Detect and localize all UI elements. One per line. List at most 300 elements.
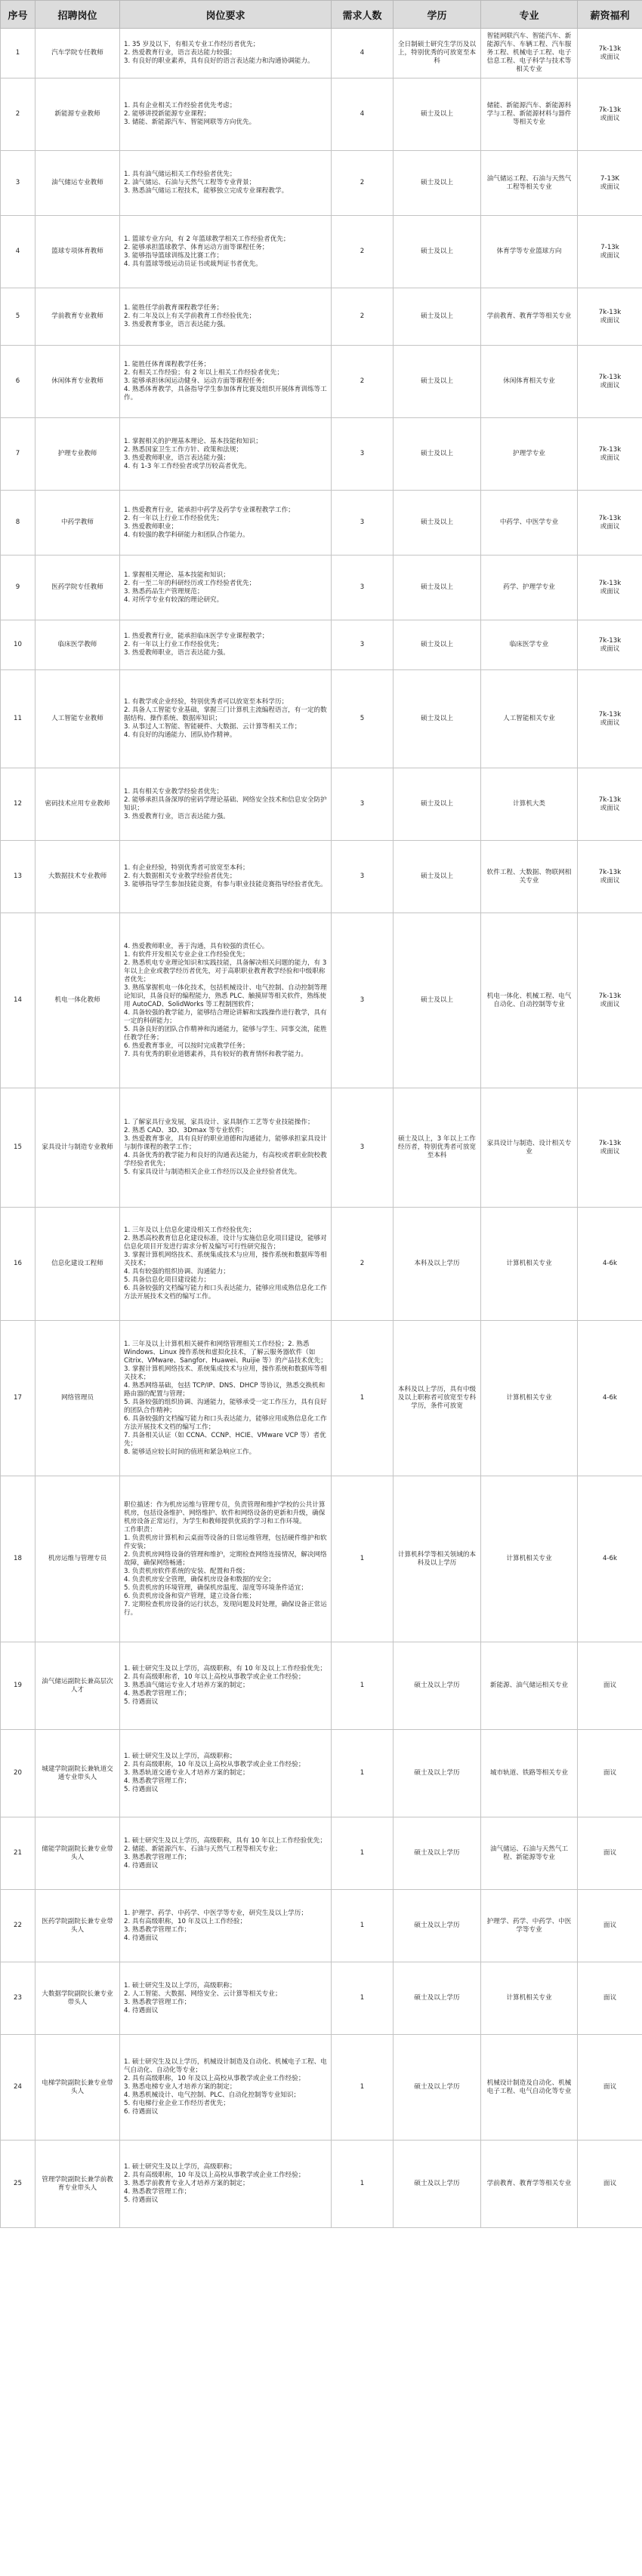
row-count: 1 (332, 1476, 394, 1642)
row-salary: 面议 (578, 2141, 642, 2228)
row-count: 3 (332, 491, 394, 556)
requirement-line: 4. 负责机房安全管理，确保机房设备和数据的安全； (124, 1575, 275, 1583)
row-major: 计算机大类 (481, 768, 578, 841)
row-post: 城建学院副院长兼轨道交通专业带头人 (35, 1730, 120, 1817)
requirement-line: 1. 硕士研究生及以上学历，高级职称，有 10 年及以上工作经验优先； (124, 1665, 326, 1673)
requirement-line: 3. 掌握计算机网络技术、系统集成技术与应用，操作系统和数据库等相关技术； (124, 1251, 327, 1267)
requirement-line: 3. 熟悉油气储运工程技术，能够独立完成专业课程教学。 (124, 187, 289, 195)
requirement-line: 1. 具有相关专业教学经验者优先； (124, 787, 224, 796)
row-education: 硕士及以上 (394, 913, 481, 1088)
row-number: 24 (1, 2035, 35, 2141)
row-salary: 7k-13k 或面议 (578, 556, 642, 620)
requirement-line: 2. 具有高级职称者，10 年以上高校从事教学或企业工作经验； (124, 1673, 305, 1681)
row-major: 智能网联汽车、智能汽车、新能源汽车、车辆工程、汽车服务工程、机械电子工程、电子信息工程、电子科学与技术等相关专业 (481, 29, 578, 78)
requirement-line: 2. 具有高级职称，10 年及以上高校从事教学或企业工作经验； (124, 2075, 305, 2082)
row-major: 学前教育、教育学等相关专业 (481, 288, 578, 346)
requirement-line: 1. 负责机房计算机和云桌面等设备的日常运维管理，包括硬件维护和软件安装； (124, 1534, 327, 1550)
row-requirements (120, 1730, 332, 1817)
row-education: 硕士及以上学历 (394, 1642, 481, 1730)
row-major: 机电一体化、机械工程、电气自动化、自动控制等专业 (481, 913, 578, 1088)
row-education: 硕士及以上学历 (394, 2035, 481, 2141)
row-count: 1 (332, 1890, 394, 1962)
row-education: 硕士及以上学历 (394, 2141, 481, 2228)
requirement-line: 4. 待遇面议 (124, 1861, 159, 1870)
table-row (1, 670, 642, 768)
requirement-line: 3. 热爱教育行业，语言表达能力强。 (124, 812, 230, 820)
row-salary: 面议 (578, 1890, 642, 1962)
requirement-line: 3. 有良好的职业素养，具有良好的语言表达能力和沟通协调能力。 (124, 57, 314, 65)
row-major: 体育学等专业篮球方向 (481, 216, 578, 288)
requirement-line: 3. 热爱教师职业，语言表达能力强； (124, 454, 230, 462)
requirement-line: 3. 能够指导学生参加技能竞赛，有参与职业技能竞赛指导经验者优先。 (124, 881, 327, 888)
requirement-line: 5. 待遇面议 (124, 1786, 159, 1793)
row-salary: 7k-13k 或面议 (578, 670, 642, 768)
row-post: 储能学院副院长兼专业带头人 (35, 1817, 120, 1890)
table-row (1, 29, 642, 78)
requirement-line: 3. 熟悉药品生产管理规范； (124, 587, 204, 596)
requirement-line: 2. 具有高级职称，10 年及以上高校从事教学或企业工作经验； (124, 1761, 305, 1768)
row-education: 本科及以上学历，具有中级及以上职称者可放宽至专科学历，条件可放宽 (394, 1321, 481, 1476)
table-row (1, 78, 642, 151)
row-number: 4 (1, 216, 35, 288)
row-major: 家具设计与制造、设计相关专业 (481, 1088, 578, 1208)
requirement-line: 3. 熟悉油气储运专业人才培养方案的制定； (124, 1682, 249, 1689)
requirement-line: 职位描述：作为机房运维与管理专员，负责管理和维护学校的公共计算机房，包括设备维护、网络维护、软件和网络设备的更新和升级，确保机房设备正常运行，为学生和教师提供优质的学习和工作环境。 (124, 1500, 326, 1525)
row-number: 17 (1, 1321, 35, 1476)
row-salary: 4-6k (578, 1208, 642, 1321)
row-post: 电梯学院副院长兼专业带头人 (35, 2035, 120, 2141)
requirement-line: 2. 能够讲授新能源专业课程； (124, 110, 211, 118)
row-education: 硕士及以上 (394, 216, 481, 288)
row-count: 4 (332, 29, 394, 78)
requirement-line: 1. 具有油气储运相关工作经验者优先； (124, 171, 236, 178)
row-number: 15 (1, 1088, 35, 1208)
table-row (1, 1321, 642, 1476)
requirement-line: 2. 熟悉机电专业理论知识和实践技能，具备解决相关问题的能力，有 3 年以上企业或教学经历者优先，对于高职职业教育教学经验和中级职称者优先； (124, 959, 327, 983)
requirement-line: 4. 待遇面议 (124, 2006, 159, 2014)
table-row (1, 841, 642, 913)
table-row (1, 1962, 642, 2035)
row-major: 人工智能相关专业 (481, 670, 578, 768)
row-education: 硕士及以上 (394, 78, 481, 151)
header-salary: 薪资福利 (578, 1, 642, 29)
table-row (1, 1890, 642, 1962)
table-row (1, 2035, 642, 2141)
row-number: 5 (1, 288, 35, 346)
row-number: 3 (1, 151, 35, 216)
requirement-line: 3. 热爱教师职业； (124, 522, 178, 531)
requirement-line: 1. 能胜任学前教育课程教学任务； (124, 304, 224, 312)
row-post: 大数据学院副院长兼专业带头人 (35, 1962, 120, 2035)
requirement-line: 2. 熟悉高校教育信息化建设标准，设计与实施信息化项目建设，能够对信息化项目开发进行需求分析及编写可行性研究报告； (124, 1235, 327, 1251)
requirement-line: 2. 有二年及以上有关学前教育工作经验优先； (124, 312, 256, 320)
row-number: 25 (1, 2141, 35, 2228)
row-salary: 4-6k (578, 1321, 642, 1476)
row-post: 医药学院副院长兼专业带头人 (35, 1890, 120, 1962)
row-education: 硕士及以上 (394, 768, 481, 841)
requirement-line: 2. 具有高级职称，10 年及以上高校从事教学或企业工作经验； (124, 2171, 305, 2179)
header-no: 序号 (1, 1, 35, 29)
table-row (1, 620, 642, 670)
requirement-line: 2. 负责机房网络设备的管理和维护，定期检查网络连接情况，解决网络故障，确保网络畅通； (124, 1550, 327, 1567)
requirement-line: 3. 掌握计算机网络技术、系统集成技术与应用，操作系统和数据库等相关技术； (124, 1365, 327, 1381)
requirement-line: 1. 硕士研究生及以上学历，机械设计制造及自动化、机械电子工程、电气自动化、自动化等专业； (124, 2058, 327, 2074)
table-row (1, 216, 642, 288)
requirement-line: 3. 热爱教育事业，具有良好的职业道德和沟通能力，能够承担家具设计与制作课程的教学工作； (124, 1135, 327, 1151)
requirement-line: 2. 熟悉 CAD、3D、3Dmax 等专业软件； (124, 1127, 248, 1134)
requirement-line: 2. 储能、新能源汽车、石油与天然气工程等相关专业； (124, 1845, 282, 1853)
row-count: 2 (332, 151, 394, 216)
row-education: 本科及以上学历 (394, 1208, 481, 1321)
row-post: 休闲体育专业教师 (35, 346, 120, 418)
row-post: 中药学教师 (35, 491, 120, 556)
row-post: 临床医学教师 (35, 620, 120, 670)
row-salary: 7-13k 或面议 (578, 216, 642, 288)
row-count: 4 (332, 78, 394, 151)
row-salary: 7k-13k 或面议 (578, 491, 642, 556)
requirement-line: 2. 有一年以上行业工作经验优先； (124, 641, 224, 648)
table-row (1, 1817, 642, 1890)
row-post: 机电一体化教师 (35, 913, 120, 1088)
table-body (1, 29, 642, 2228)
row-major: 护理学、药学、中药学、中医学等专业 (481, 1890, 578, 1962)
row-salary: 7k-13k 或面议 (578, 346, 642, 418)
row-number: 21 (1, 1817, 35, 1890)
requirement-line: 2. 人工智能、大数据、网络安全、云计算等相关专业； (124, 1990, 282, 1998)
requirement-line: 3. 热爱教育事业，语言表达能力强。 (124, 321, 230, 328)
row-education: 硕士及以上 (394, 670, 481, 768)
row-post: 护理专业教师 (35, 418, 120, 491)
row-requirements (120, 1088, 332, 1208)
row-requirements (120, 556, 332, 620)
row-requirements (120, 1962, 332, 2035)
row-salary: 7-13K 或面议 (578, 151, 642, 216)
requirement-line: 1. 硕士研究生及以上学历，高级职称； (124, 1981, 236, 1990)
row-salary: 7k-13k 或面议 (578, 841, 642, 913)
row-count: 1 (332, 1730, 394, 1817)
header-requirements: 岗位要求 (120, 1, 332, 29)
row-count: 2 (332, 1208, 394, 1321)
row-requirements (120, 768, 332, 841)
table-row (1, 1642, 642, 1730)
row-major: 机械设计制造及自动化、机械电子工程、电气自动化等专业 (481, 2035, 578, 2141)
row-requirements (120, 418, 332, 491)
requirement-line: 1. 篮球专业方向，有 2 年篮球教学相关工作经验者优先； (124, 235, 290, 243)
row-education: 硕士及以上学历 (394, 1962, 481, 2035)
row-number: 14 (1, 913, 35, 1088)
requirement-line: 1. 三年及以上信息化建设相关工作经验优先； (124, 1226, 256, 1234)
requirement-line: 1. 掌握相关的护理基本理论、基本技能和知识； (124, 437, 262, 445)
row-major: 护理学专业 (481, 418, 578, 491)
requirement-line: 3. 熟悉学前教育专业人才培养方案的制定； (124, 2180, 249, 2187)
row-count: 1 (332, 2035, 394, 2141)
requirement-line: 1. 有教学或企业经验，特别优秀者可以放宽至本科学历； (124, 698, 289, 706)
row-education: 硕士及以上 (394, 556, 481, 620)
row-education: 硕士及以上 (394, 151, 481, 216)
requirement-line: 3. 熟悉教学管理工作； (124, 1925, 191, 1934)
row-number: 9 (1, 556, 35, 620)
table-row (1, 1476, 642, 1642)
row-number: 12 (1, 768, 35, 841)
requirement-line: 3. 从事过人工智能、智能硬件、大数据、云计算等相关工作； (124, 723, 301, 731)
row-requirements (120, 29, 332, 78)
row-number: 7 (1, 418, 35, 491)
row-post: 密码技术应用专业教师 (35, 768, 120, 841)
requirement-line: 4. 有 1-3 年工作经验者或学历较高者优先。 (124, 462, 251, 470)
row-requirements (120, 491, 332, 556)
row-education: 硕士及以上 (394, 491, 481, 556)
row-requirements (120, 913, 332, 1088)
row-requirements (120, 288, 332, 346)
row-post: 新能源专业教师 (35, 78, 120, 151)
requirement-line: 4. 有较强的教学科研能力和团队合作能力。 (124, 531, 249, 539)
row-salary: 7k-13k 或面议 (578, 620, 642, 670)
row-major: 城市轨道、铁路等相关专业 (481, 1730, 578, 1817)
row-education: 硕士及以上 (394, 288, 481, 346)
requirement-line: 1. 热爱教育行业，能承担中药学及药学专业课程教学工作； (124, 506, 295, 514)
row-number: 20 (1, 1730, 35, 1817)
row-number: 2 (1, 78, 35, 151)
row-education: 硕士及以上 (394, 841, 481, 913)
row-major: 计算机相关专业 (481, 1962, 578, 2035)
row-requirements (120, 841, 332, 913)
requirement-line: 4. 熟悉体育教学，具备指导学生参加体育比赛及组织开展体育训练等工作。 (124, 386, 327, 402)
row-count: 3 (332, 620, 394, 670)
row-count: 1 (332, 2141, 394, 2228)
row-education: 硕士及以上 (394, 418, 481, 491)
row-post: 油气储运专业教师 (35, 151, 120, 216)
requirement-line: 5. 具备信息化项目建设能力； (124, 1276, 211, 1284)
requirement-line: 8. 能够适应较长时间的值班和紧急响应工作。 (124, 1448, 256, 1456)
requirement-line: 4. 熟悉网络基础，包括 TCP/IP、DNS、DHCP 等协议，熟悉交换机和路由器的配置与管理； (124, 1381, 326, 1398)
row-requirements (120, 1321, 332, 1476)
requirement-line: 1. 硕士研究生及以上学历，高级职称； (124, 2163, 236, 2171)
requirement-line: 1. 掌握相关理论、基本技能和知识； (124, 571, 230, 579)
row-major: 计算机相关专业 (481, 1208, 578, 1321)
requirement-line: 工作职责： (124, 1525, 156, 1534)
table-row (1, 556, 642, 620)
row-education: 硕士及以上 (394, 620, 481, 670)
row-salary: 4-6k (578, 1476, 642, 1642)
requirement-line: 3. 能够指导篮球训练及比赛工作； (124, 251, 224, 260)
row-major: 软件工程、大数据、物联网相关专业 (481, 841, 578, 913)
row-number: 8 (1, 491, 35, 556)
row-major: 中药学、中医学专业 (481, 491, 578, 556)
row-requirements (120, 78, 332, 151)
row-salary: 7k-13k 或面议 (578, 29, 642, 78)
requirement-line: 4. 有良好的沟通能力、团队协作精神。 (124, 731, 236, 739)
row-education: 硕士及以上，3 年以上工作经历者，特别优秀者可放宽至本科 (394, 1088, 481, 1208)
row-post: 机房运维与管理专员 (35, 1476, 120, 1642)
requirement-line: 7. 具有优秀的职业道德素养，具有较好的教育情怀和教学能力。 (124, 1050, 307, 1058)
requirement-line: 4. 熟悉机械设计、电气控制、PLC、自动化控制等专业知识； (124, 2091, 301, 2099)
row-post: 大数据技术专业教师 (35, 841, 120, 913)
row-number: 16 (1, 1208, 35, 1321)
row-number: 19 (1, 1642, 35, 1730)
requirement-line: 6. 具备较强的文档编写能力和口头表达能力，能够应用成熟信息化工作方法开展技术文档的编写工作； (124, 1414, 327, 1431)
table-row (1, 1088, 642, 1208)
requirement-line: 2. 具有高级职称，10 年及以上工作经验； (124, 1917, 247, 1925)
row-number: 1 (1, 29, 35, 78)
requirement-line: 5. 待遇面议 (124, 1698, 159, 1706)
row-requirements (120, 2035, 332, 2141)
requirement-line: 7. 具备相关认证（如 CCNA、CCNP、HCIE、VMware VCP 等）者优先； (124, 1431, 326, 1448)
row-count: 5 (332, 670, 394, 768)
row-count: 2 (332, 216, 394, 288)
row-major: 油气储运、石油与天然气工程、新能源等专业 (481, 1817, 578, 1890)
row-major: 临床医学专业 (481, 620, 578, 670)
requirement-line: 4. 具备优秀的教学能力和良好的沟通表达能力，有高校或者职业院校教学经验者优先； (124, 1152, 327, 1168)
row-count: 1 (332, 1321, 394, 1476)
row-salary: 面议 (578, 2035, 642, 2141)
header-post: 招聘岗位 (35, 1, 120, 29)
table-row (1, 1730, 642, 1817)
row-major: 计算机相关专业 (481, 1476, 578, 1642)
row-major: 新能源、油气储运相关专业 (481, 1642, 578, 1730)
row-count: 1 (332, 1962, 394, 2035)
header-education: 学历 (394, 1, 481, 29)
row-salary: 7k-13k 或面议 (578, 768, 642, 841)
requirement-line: 1. 热爱教育行业，能承担临床医学专业课程教学； (124, 632, 269, 640)
requirement-line: 1. 三年及以上计算机相关硬件和网络管理相关工作经验；2. 熟悉 Windows、Linux 操作系统和虚拟化技术，了解云服务器软件（如 Citrix、VMware、Sangfor、Huawei、Ruijie 等）的产品技术优先； (124, 1340, 327, 1365)
requirement-line: 3. 熟悉教学管理工作； (124, 1853, 191, 1861)
requirement-line: 3. 储能、新能源汽车、智能网联等方向优先。 (124, 118, 256, 126)
row-salary: 7k-13k 或面议 (578, 288, 642, 346)
row-requirements (120, 346, 332, 418)
requirement-line: 5. 有电梯行业企业工作经历者优先； (124, 2100, 230, 2107)
row-education: 硕士及以上学历 (394, 1890, 481, 1962)
row-count: 3 (332, 418, 394, 491)
requirement-line: 1. 了解家具行业发展，家具设计、家具制作工艺等专业技能操作； (124, 1119, 314, 1126)
row-count: 1 (332, 1642, 394, 1730)
row-count: 3 (332, 841, 394, 913)
table-row (1, 151, 642, 216)
row-requirements (120, 1817, 332, 1890)
row-number: 11 (1, 670, 35, 768)
requirement-line: 1. 35 岁及以下，有相关专业工作经历者优先； (124, 41, 260, 48)
table-row (1, 288, 642, 346)
requirement-line: 6. 负责机房设备和资产管理，建立设备台账； (124, 1592, 256, 1600)
row-requirements (120, 620, 332, 670)
row-count: 2 (332, 346, 394, 418)
requirement-line: 4. 具有较强的组织协调、沟通能力； (124, 1268, 230, 1276)
requirement-line: 1. 护理学、药学、中药学、中医学等专业，研究生及以上学历； (124, 1909, 307, 1917)
row-requirements (120, 670, 332, 768)
row-post: 人工智能专业教师 (35, 670, 120, 768)
row-count: 2 (332, 288, 394, 346)
requirement-line: 5. 具备较强的组织协调、沟通能力，能够承受一定工作压力，具有良好的团队合作精神； (124, 1398, 327, 1414)
row-post: 汽车学院专任教师 (35, 29, 120, 78)
requirement-line: 4. 待遇面议 (124, 1934, 159, 1942)
row-major: 药学、护理学专业 (481, 556, 578, 620)
row-post: 信息化建设工程师 (35, 1208, 120, 1321)
row-salary: 面议 (578, 1642, 642, 1730)
row-requirements (120, 1642, 332, 1730)
requirement-line: 4. 热爱教师职业，善于沟通，具有较强的责任心。 (124, 942, 269, 950)
row-number: 13 (1, 841, 35, 913)
requirement-line: 2. 有大数据相关专业教学经验者优先； (124, 873, 236, 880)
requirement-line: 3. 熟悉教学管理工作； (124, 1998, 191, 2006)
requirement-line: 6. 待遇面议 (124, 2108, 159, 2116)
row-education: 全日制硕士研究生学历及以上，特别优秀的可放宽至本科 (394, 29, 481, 78)
table-row (1, 491, 642, 556)
row-salary: 面议 (578, 1962, 642, 2035)
row-salary: 7k-13k 或面议 (578, 913, 642, 1088)
requirement-line: 1. 硕士研究生及以上学历，高级职称，具有 10 年以上工作经验优先； (124, 1836, 326, 1845)
requirement-line: 3. 熟悉电梯专业人才培养方案的制定； (124, 2083, 236, 2091)
row-post: 油气储运副院长兼高层次人才 (35, 1642, 120, 1730)
requirement-line: 7. 定期检查机房设备的运行状态，发现问题及时处理，确保设备正常运行。 (124, 1600, 327, 1617)
table-header-row (1, 1, 642, 29)
requirement-line: 2. 有一年以上行业工作经验优先； (124, 514, 224, 522)
row-count: 1 (332, 1817, 394, 1890)
requirement-line: 1. 有软件开发相关专业企业工作经验优先； (124, 950, 249, 959)
requirement-line: 2. 有相关工作经验；有 2 年以上相关工作经验者优先； (124, 369, 283, 377)
row-salary: 7k-13k 或面议 (578, 78, 642, 151)
row-major: 学前教育、教育学等相关专业 (481, 2141, 578, 2228)
requirement-line: 4. 对所学专业有较深的理论研究。 (124, 596, 224, 604)
requirement-line: 6. 具备较强的文档编写能力和口头表达能力，能够应用成熟信息化工作方法开展技术文档的编写工作。 (124, 1285, 327, 1300)
row-number: 23 (1, 1962, 35, 2035)
row-education: 计算机科学等相关领域的本科及以上学历 (394, 1476, 481, 1642)
requirement-line: 3. 能够承担休闲运动健身、运动方面等课程任务； (124, 377, 269, 385)
requirement-line: 5. 待遇面议 (124, 2196, 159, 2204)
requirement-line: 4. 熟悉教学管理工作； (124, 2188, 191, 2196)
table-row (1, 1208, 642, 1321)
requirement-line: 5. 负责机房的环境管理，确保机房温度、湿度等环境条件适宜； (124, 1583, 307, 1592)
row-education: 硕士及以上学历 (394, 1730, 481, 1817)
row-major: 油气储运工程、石油与天然气工程等相关专业 (481, 151, 578, 216)
requirement-line: 3. 负责机房软件系统的安装、配置和升级； (124, 1567, 249, 1575)
requirement-line: 3. 热爱教师职业，语言表达能力强。 (124, 649, 230, 657)
table-row (1, 346, 642, 418)
requirement-line: 2. 热爱教育行业，语言表达能力较强； (124, 49, 236, 57)
requirement-line: 5. 具备良好的团队合作精神和沟通能力，能够与学生、同事交流，能胜任教学任务； (124, 1025, 327, 1042)
row-salary: 面议 (578, 1817, 642, 1890)
requirement-line: 1. 有企业经验，特别优秀者可放宽至本科； (124, 864, 249, 872)
requirement-line: 2. 油气储运、石油与天然气工程等专业背景； (124, 179, 256, 186)
row-post: 学前教育专业教师 (35, 288, 120, 346)
requirement-line: 2. 熟悉国家卫生工作方针、政策和法规； (124, 445, 243, 454)
row-count: 3 (332, 913, 394, 1088)
header-major: 专业 (481, 1, 578, 29)
requirement-line: 2. 能够承担具备深厚的密码学理论基础、网络安全技术和信息安全防护知识； (124, 796, 327, 812)
row-education: 硕士及以上 (394, 346, 481, 418)
row-salary: 7k-13k 或面议 (578, 418, 642, 491)
requirement-line: 1. 能胜任体育课程教学任务； (124, 361, 211, 368)
row-post: 家具设计与制造专业教师 (35, 1088, 120, 1208)
row-count: 3 (332, 556, 394, 620)
requirement-line: 2. 有一至二年的科研经历或工作经验者优先； (124, 579, 256, 587)
row-post: 网络管理员 (35, 1321, 120, 1476)
row-salary: 7k-13k 或面议 (578, 1088, 642, 1208)
requirement-line: 4. 熟悉教学管理工作； (124, 1690, 191, 1697)
requirement-line: 6. 热爱教育事业，可以按时完成教学任务； (124, 1042, 249, 1050)
row-salary: 面议 (578, 1730, 642, 1817)
row-education: 硕士及以上学历 (394, 1817, 481, 1890)
row-number: 6 (1, 346, 35, 418)
row-post: 医药学院专任教师 (35, 556, 120, 620)
table-row (1, 913, 642, 1088)
row-requirements (120, 1890, 332, 1962)
row-count: 3 (332, 1088, 394, 1208)
row-number: 18 (1, 1476, 35, 1642)
row-number: 10 (1, 620, 35, 670)
row-major: 休闲体育相关专业 (481, 346, 578, 418)
table-row (1, 768, 642, 841)
requirement-line: 2. 具备人工智能专业基础，掌握三门计算机主流编程语言，有一定的数据结构、操作系统、数据库知识； (124, 706, 327, 722)
row-number: 22 (1, 1890, 35, 1962)
